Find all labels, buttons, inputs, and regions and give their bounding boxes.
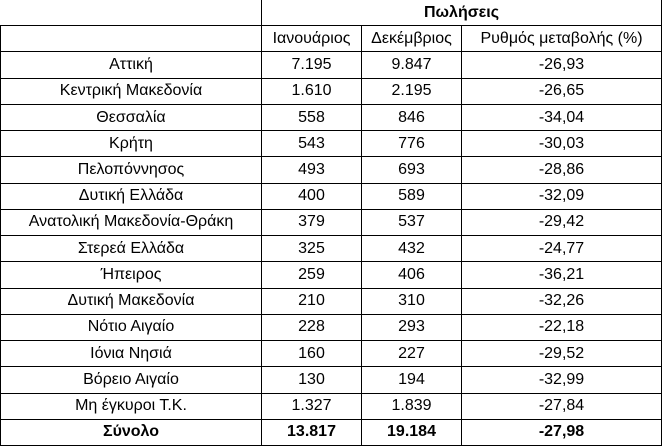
- change-rate-cell: -22,18: [462, 314, 662, 340]
- table-title: Πωλήσεις: [262, 0, 662, 26]
- january-cell: 379: [262, 209, 362, 235]
- title-spacer-cell: [1, 0, 262, 26]
- total-region-cell: Σύνολο: [1, 419, 262, 445]
- title-row: [1, 0, 662, 26]
- january-cell: 228: [262, 314, 362, 340]
- region-cell: Στερεά Ελλάδα: [1, 236, 262, 262]
- change-rate-cell: -34,04: [462, 104, 662, 130]
- january-cell: 1.327: [262, 393, 362, 419]
- january-cell: 130: [262, 367, 362, 393]
- change-rate-cell: -24,77: [462, 236, 662, 262]
- table-row: [1, 314, 662, 340]
- january-cell: 7.195: [262, 52, 362, 78]
- change-rate-cell: -26,65: [462, 78, 662, 104]
- total-row: [1, 419, 662, 445]
- region-cell: Θεσσαλία: [1, 104, 262, 130]
- region-cell: Αττική: [1, 52, 262, 78]
- change-rate-cell: -27,84: [462, 393, 662, 419]
- total-january-cell: 13.817: [262, 419, 362, 445]
- january-cell: 1.610: [262, 78, 362, 104]
- january-cell: 160: [262, 341, 362, 367]
- header-change-rate: Ρυθμός μεταβολής (%): [462, 26, 662, 52]
- region-cell: Κρήτη: [1, 131, 262, 157]
- december-cell: 9.847: [362, 52, 462, 78]
- change-rate-cell: -28,86: [462, 157, 662, 183]
- table-row: [1, 262, 662, 288]
- january-cell: 493: [262, 157, 362, 183]
- december-cell: 2.195: [362, 78, 462, 104]
- region-cell: Δυτική Ελλάδα: [1, 183, 262, 209]
- change-rate-cell: -32,26: [462, 288, 662, 314]
- region-cell: Ιόνια Νησιά: [1, 341, 262, 367]
- region-cell: Κεντρική Μακεδονία: [1, 78, 262, 104]
- table-row: [1, 52, 662, 78]
- table-row: [1, 393, 662, 419]
- december-cell: 1.839: [362, 393, 462, 419]
- header-region-cell: [1, 26, 262, 52]
- region-cell: Ήπειρος: [1, 262, 262, 288]
- table-row: [1, 367, 662, 393]
- table-row: [1, 183, 662, 209]
- table-row: [1, 157, 662, 183]
- region-cell: Βόρειο Αιγαίο: [1, 367, 262, 393]
- december-cell: 406: [362, 262, 462, 288]
- december-cell: 589: [362, 183, 462, 209]
- change-rate-cell: -30,03: [462, 131, 662, 157]
- january-cell: 325: [262, 236, 362, 262]
- region-cell: Πελοπόννησος: [1, 157, 262, 183]
- region-cell: Ανατολική Μακεδονία-Θράκη: [1, 209, 262, 235]
- total-december-cell: 19.184: [362, 419, 462, 445]
- table-row: [1, 131, 662, 157]
- sales-table-body: [1, 0, 662, 446]
- december-cell: 693: [362, 157, 462, 183]
- january-cell: 259: [262, 262, 362, 288]
- table-row: [1, 78, 662, 104]
- january-cell: 558: [262, 104, 362, 130]
- december-cell: 432: [362, 236, 462, 262]
- december-cell: 194: [362, 367, 462, 393]
- total-change-rate-cell: -27,98: [462, 419, 662, 445]
- region-cell: Δυτική Μακεδονία: [1, 288, 262, 314]
- header-row: [1, 26, 662, 52]
- table-row: [1, 104, 662, 130]
- december-cell: 293: [362, 314, 462, 340]
- change-rate-cell: -32,99: [462, 367, 662, 393]
- change-rate-cell: -29,52: [462, 341, 662, 367]
- region-cell: Νότιο Αιγαίο: [1, 314, 262, 340]
- change-rate-cell: -26,93: [462, 52, 662, 78]
- change-rate-cell: -32,09: [462, 183, 662, 209]
- header-december: Δεκέμβριος: [362, 26, 462, 52]
- january-cell: 400: [262, 183, 362, 209]
- change-rate-cell: -29,42: [462, 209, 662, 235]
- table-row: [1, 341, 662, 367]
- table-row: [1, 209, 662, 235]
- region-cell: Μη έγκυροι Τ.Κ.: [1, 393, 262, 419]
- december-cell: 227: [362, 341, 462, 367]
- december-cell: 537: [362, 209, 462, 235]
- december-cell: 776: [362, 131, 462, 157]
- header-january: Ιανουάριος: [262, 26, 362, 52]
- change-rate-cell: -36,21: [462, 262, 662, 288]
- january-cell: 210: [262, 288, 362, 314]
- january-cell: 543: [262, 131, 362, 157]
- december-cell: 846: [362, 104, 462, 130]
- table-row: [1, 236, 662, 262]
- table-row: [1, 288, 662, 314]
- december-cell: 310: [362, 288, 462, 314]
